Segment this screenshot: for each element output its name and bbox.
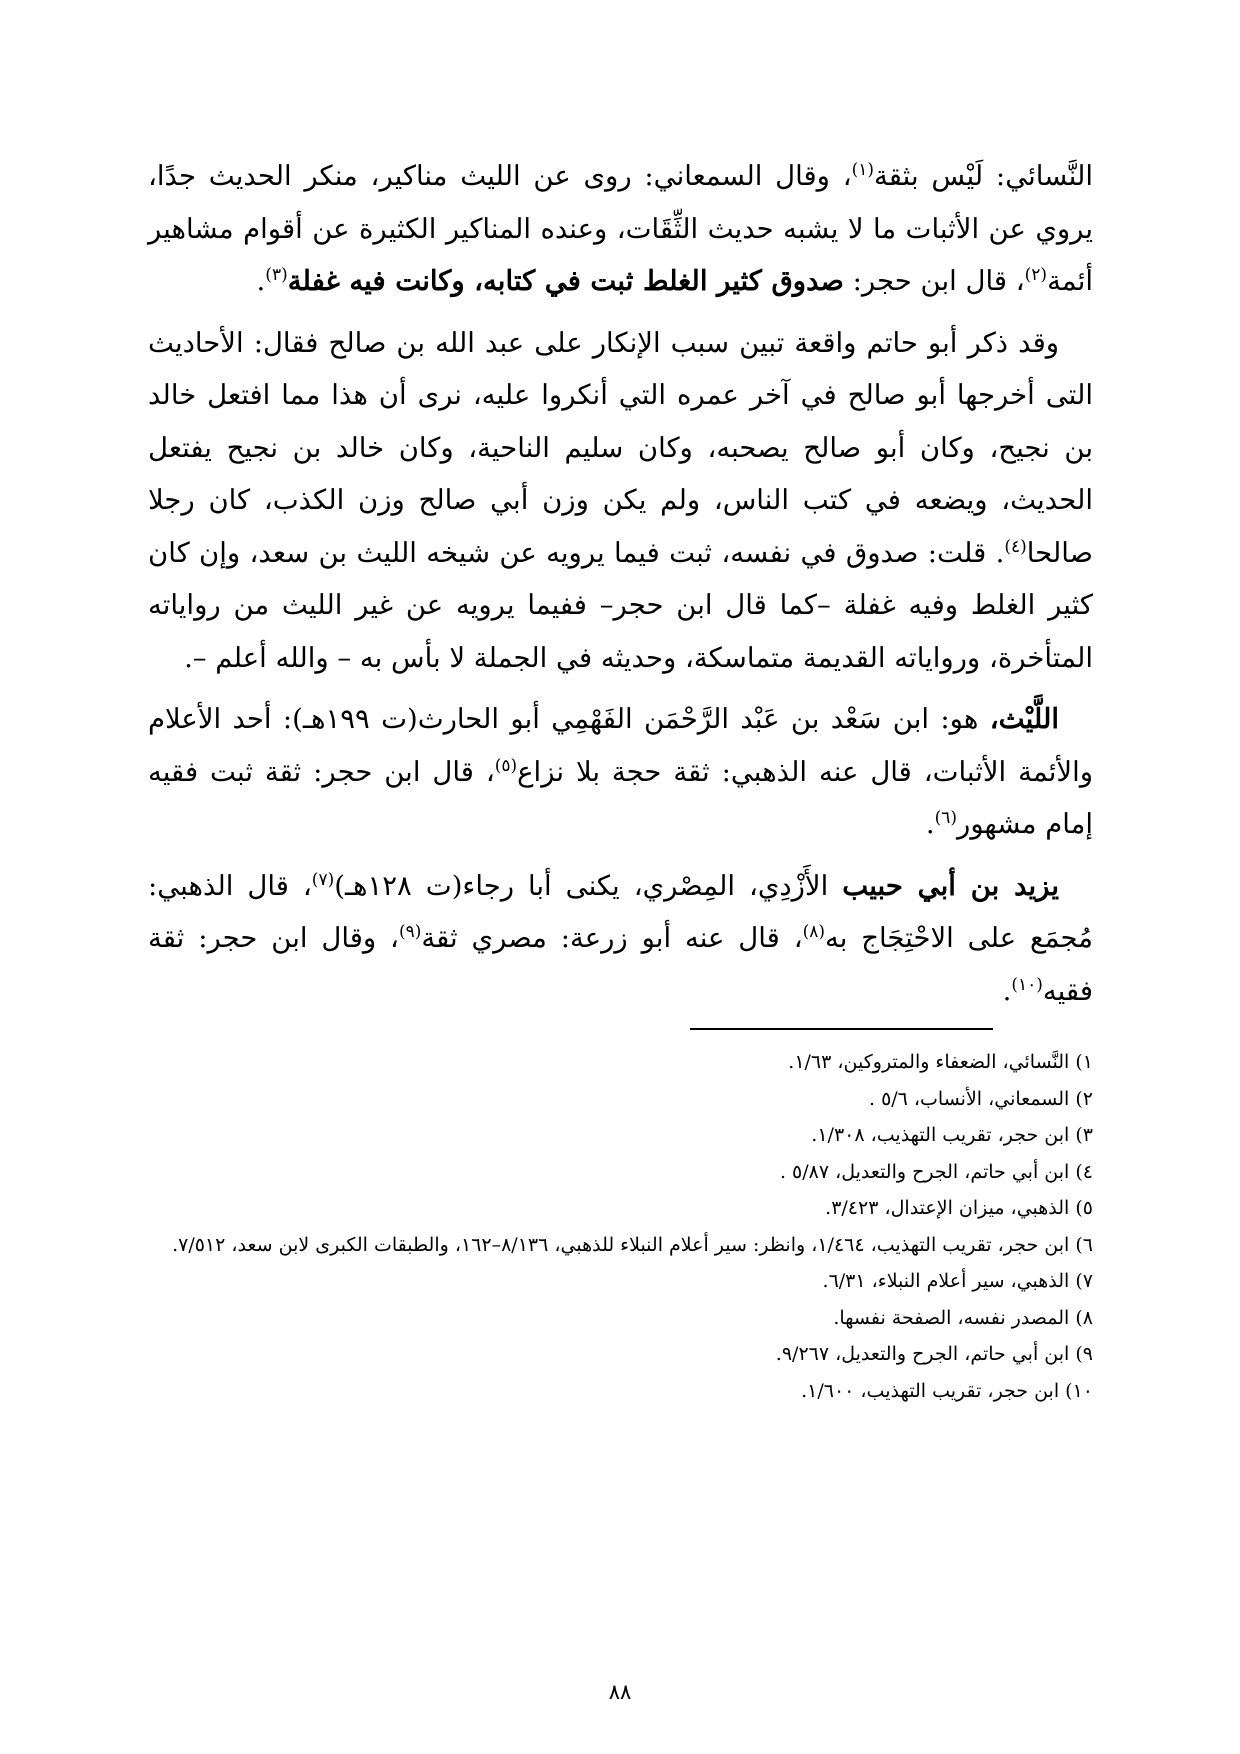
footnote-ref: (٢) (1024, 264, 1048, 285)
body-text: . (1002, 974, 1012, 1007)
footnote-ref: (١) (851, 159, 875, 180)
bold-text: يزيد بن أبي حبيب (842, 869, 1060, 902)
body-text: ، وقال السمعاني: روى عن الليث مناكير، منكر الحديث جدًا، يروي عن الأثبات ما لا يشبه حديث الثِّقَات، وعنده المناكير الكثيرة عن أقوام مشاهير أئمة (148, 160, 1093, 297)
body-text: وقد ذكر أبو حاتم واقعة تبين سبب الإنكار على عبد الله بن صالح فقال: الأحاديث التى أخرجها أبو صالح في آخر عمره التي أنكروا عليه، نرى أن هذا مما افتعل خالد بن نجيح، وكان أبو صالح يصحبه، وكان سليم الناحية، وكان خالد بن نجيح يفتعل الحديث، ويضعه في كتب الناس، ولم يكن وزن أبي صالح وزن الكذب، كان رجلا صالحا (148, 326, 1093, 569)
footnote-ref: (٥) (494, 755, 518, 776)
footnote: ٥) الذهبي، ميزان الإعتدال، ٣/٤٢٣. (825, 1197, 1093, 1219)
footnote-ref: (١٠) (1011, 974, 1043, 995)
paragraph (148, 317, 1093, 685)
body-text: ، قال ابن حجر: ثقة ثبت فقيه إمام مشهور (148, 755, 1093, 840)
body-text: . قلت: صدوق في نفسه، ثبت فيما يرويه عن شيخه الليث بن سعد، وإن كان كثير الغلط وفيه غفلة –كما قال ابن حجر– ففيما يرويه عن غير الليث من رواياته المتأخرة، ورواياته القديمة متماسكة، وحديثه في الجملة لا بأس به – والله أعلم –. (148, 536, 1093, 674)
footnote-divider (690, 1028, 993, 1030)
paragraph (148, 693, 1093, 851)
body-text: ، قال ابن حجر: (843, 265, 1025, 297)
bold-text: صدوق كثير الغلط ثبت في كتابه، وكانت فيه غفلة (287, 265, 844, 297)
footnote-ref: (٧) (311, 869, 335, 890)
footnote: ٤) ابن أبي حاتم، الجرح والتعديل، ٥/٨٧ . (779, 1160, 1093, 1183)
body-text: . (256, 265, 266, 297)
footnote-ref: (٨) (802, 921, 825, 942)
body-text: النَّسائي: لَيْس بثقة (874, 160, 1094, 192)
paragraph (148, 150, 1093, 308)
footnote-ref: (٦) (934, 807, 958, 828)
footnote: ٩) ابن أبي حاتم، الجرح والتعديل، ٩/٢٦٧. (775, 1343, 1093, 1365)
footnotes (148, 1044, 1093, 1409)
page-number: ٨٨ (608, 1680, 632, 1704)
footnote: ١) النَّسائي، الضعفاء والمتروكين، ١/٦٣. (788, 1051, 1093, 1073)
body-text: ، قال الذهبي: مُجمَع على الاحْتِجَاج به (148, 869, 1094, 954)
bold-text: اللَّيْث، (989, 703, 1059, 735)
footnote: ٦) ابن حجر، تقريب التهذيب، ١/٤٦٤، وانظر: سير أعلام النبلاء للذهبي، ٨/١٣٦–١٦٢، والطبقات الكبرى لابن سعد، ٧/٥١٢. (172, 1233, 1093, 1256)
body-text: ، وقال ابن حجر: ثقة فقيه (148, 922, 1093, 1007)
footnote: ٧) الذهبي، سير أعلام النبلاء، ٦/٣١. (822, 1270, 1093, 1292)
body-text: . (925, 808, 935, 840)
footnote: ٣) ابن حجر، تقريب التهذيب، ١/٣٠٨. (811, 1124, 1093, 1146)
body-text: ، قال عنه أبو زرعة: مصري ثقة (421, 922, 803, 954)
footnote: ٨) المصدر نفسه، الصفحة نفسها. (833, 1306, 1093, 1329)
body-text: هو: ابن سَعْد بن عَبْد الرَّحْمَن الفَهْمِي أبو الحارث(ت ١٩٩هـ): أحد الأعلام والأئمة الأثبات، قال عنه الذهبي: ثقة حجة بلا نزاع (148, 703, 1093, 788)
footnote-ref: (٤) (1004, 536, 1027, 557)
footnote: ١٠) ابن حجر، تقريب التهذيب، ١/٦٠٠. (801, 1379, 1093, 1402)
footnote-ref: (٣) (265, 264, 288, 285)
paragraph (148, 860, 1093, 1018)
footnote-ref: (٩) (398, 921, 422, 942)
footnote: ٢) السمعاني، الأنساب، ٥/٦ . (868, 1087, 1093, 1110)
body-text: الأَزْدِي، المِصْري، يكنى أبا رجاء(ت ١٢٨هـ) (334, 869, 843, 902)
main-text (148, 150, 1093, 1017)
